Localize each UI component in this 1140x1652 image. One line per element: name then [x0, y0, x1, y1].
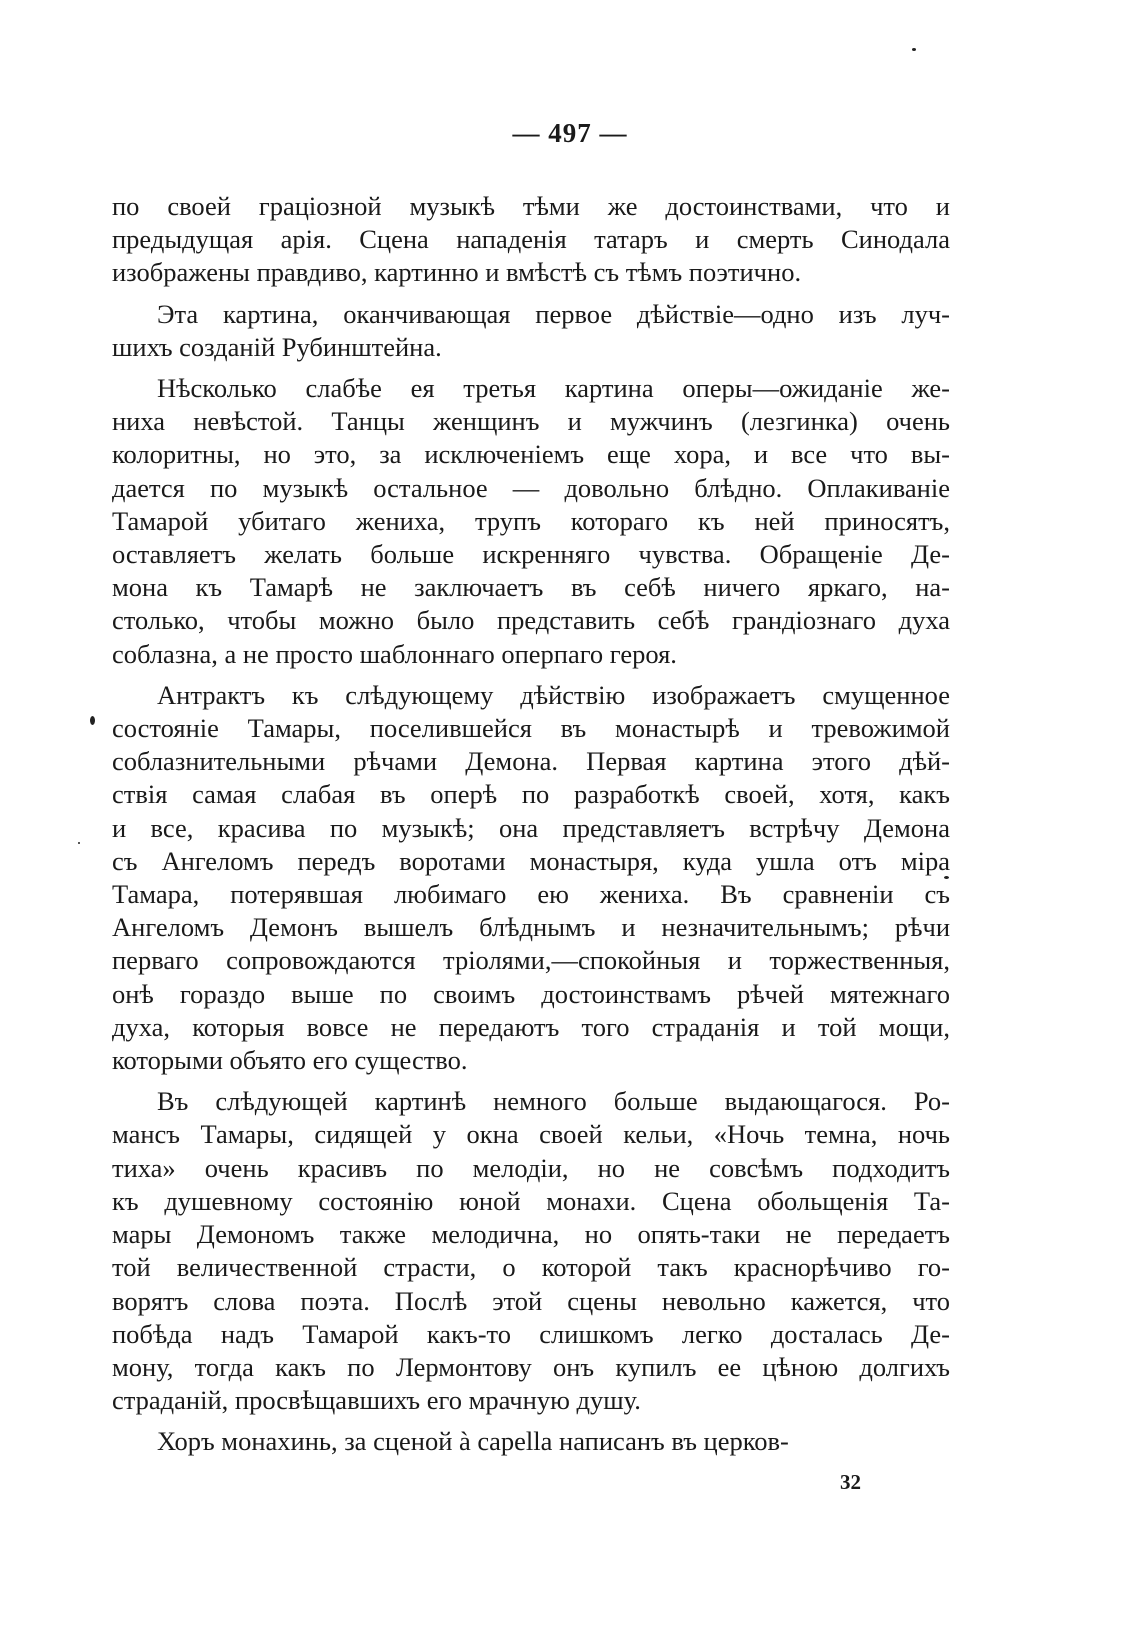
printer-signature-mark: 32 — [840, 1470, 861, 1494]
text-line: Тамарой убитаго жениха, трупъ котораго къ ней приносятъ, — [112, 505, 950, 536]
text-line: духа, которыя вовсе не передаютъ того страданія и той мощи, — [112, 1011, 950, 1042]
text-line: Антрактъ къ слѣдующему дѣйствію изображаетъ смущенное — [157, 679, 950, 710]
body-text — [112, 190, 950, 1467]
page-number: — 497 — — [512, 118, 628, 148]
text-line: къ душевному состоянію юной монахи. Сцена обольщенія Та- — [112, 1185, 950, 1216]
scan-speck — [78, 842, 80, 844]
scan-speck — [90, 716, 95, 725]
text-line: мону, тогда какъ по Лермонтову онъ купилъ ее цѣною долгихъ — [112, 1351, 950, 1382]
text-line: шихъ созданій Рубинштейна. — [112, 331, 442, 362]
paragraph — [112, 1425, 950, 1458]
text-line: тиха» очень красивъ по мелодіи, но не совсѣмъ подходитъ — [112, 1152, 950, 1183]
paragraph — [112, 372, 950, 671]
text-line: мары Демономъ также мелодична, но опять-таки не передаетъ — [112, 1219, 950, 1250]
text-line: перваго сопровождаются тріолями,—спокойныя и торжественныя, — [112, 945, 950, 976]
paragraph — [112, 298, 950, 364]
text-line: предыдущая арія. Сцена нападенія татаръ и смерть Синодала — [112, 224, 950, 255]
text-line: Въ слѣдующей картинѣ немного больше выдающагося. Ро- — [157, 1086, 950, 1117]
paragraph — [112, 679, 950, 1077]
text-line: соблазна, а не просто шаблоннаго оперпаго героя. — [112, 638, 677, 669]
text-line: съ Ангеломъ передъ воротами монастыря, куда ушла отъ міра — [112, 845, 950, 876]
text-line: Тамара, потерявшая любимаго ею жениха. Въ сравненіи съ — [112, 879, 950, 910]
text-line: Ангеломъ Демонъ вышелъ блѣднымъ и незначительнымъ; рѣчи — [112, 912, 950, 943]
text-line: мансъ Тамары, сидящей у окна своей кельи, «Ночь темна, ночь — [112, 1119, 950, 1150]
text-line: по своей граціозной музыкѣ тѣми же достоинствами, что и — [112, 191, 950, 221]
text-line: колоритны, но это, за исключеніемъ еще хора, и все что вы- — [112, 439, 950, 470]
text-line: онѣ гораздо выше по своимъ достоинствамъ рѣчей мятежнаго — [112, 978, 950, 1009]
text-line: оставляетъ желать больше искренняго чувства. Обращеніе Де- — [112, 539, 950, 570]
text-line: изображены правдиво, картинно и вмѣстѣ съ тѣмъ поэтично. — [112, 257, 802, 288]
text-line: ствія самая слабая въ оперѣ по разработкѣ своей, хотя, какъ — [112, 779, 950, 810]
scan-speck — [944, 876, 949, 879]
text-line: Хоръ монахинь, за сценой à capella написанъ въ церков- — [157, 1426, 789, 1457]
text-line: состояніе Тамары, поселившейся въ монастырѣ и тревожимой — [112, 713, 950, 744]
text-line: ворятъ слова поэта. Послѣ этой сцены невольно кажется, что — [112, 1285, 950, 1316]
text-line: Эта картина, оканчивающая первое дѣйствіе—одно изъ луч- — [157, 298, 950, 329]
text-line: которыми объято его существо. — [112, 1045, 468, 1076]
text-line: побѣда надъ Тамарой какъ-то слишкомъ легко досталась Де- — [112, 1318, 950, 1349]
text-line: мона къ Тамарѣ не заключаетъ въ себѣ ничего яркаго, на- — [112, 572, 950, 603]
text-line: Нѣсколько слабѣе ея третья картина оперы—ожиданіе же- — [157, 373, 950, 404]
paragraph — [112, 1085, 950, 1417]
text-line: той величественной страсти, о которой такъ краснорѣчиво го- — [112, 1252, 950, 1283]
paragraph — [112, 190, 950, 290]
text-line: страданій, просвѣщавшихъ его мрачную душу. — [112, 1385, 641, 1416]
text-line: соблазнительными рѣчами Демона. Первая картина этого дѣй- — [112, 746, 950, 777]
text-line: ниха невѣстой. Танцы женщинъ и мужчинъ (лезгинка) очень — [112, 406, 950, 437]
text-line: дается по музыкѣ остальное — довольно блѣдно. Оплакиваніе — [112, 472, 950, 503]
text-line: и все, красива по музыкѣ; она представляетъ встрѣчу Демона — [112, 812, 950, 843]
scan-speck — [912, 48, 916, 51]
text-line: столько, чтобы можно было представить себѣ грандіознаго духа — [112, 605, 950, 636]
